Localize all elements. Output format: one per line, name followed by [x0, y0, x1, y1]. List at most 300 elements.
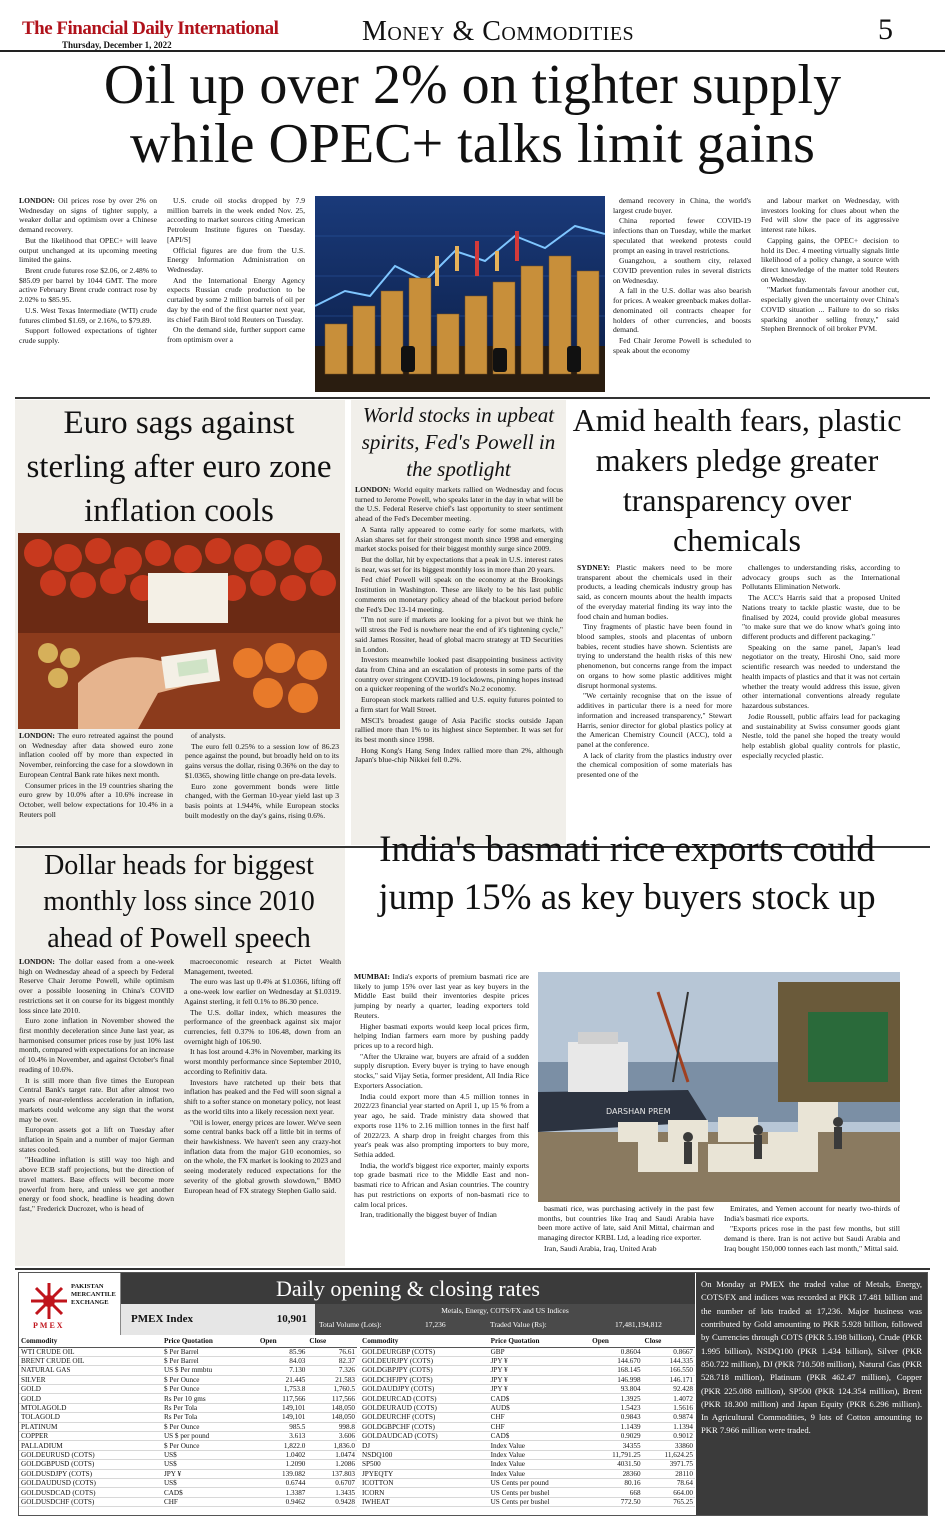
masthead — [0, 0, 945, 52]
paragraph-text: A lack of clarity from the plastics industry over the chemical composition of some materials has presented one of the — [577, 750, 732, 780]
table-cell: 1.5616 — [643, 1403, 695, 1412]
table-cell: US Cents per bushel — [489, 1488, 591, 1497]
table-cell: $ Per Barrel — [162, 1347, 258, 1356]
table-row — [19, 1469, 357, 1478]
plastics-column-1 — [577, 563, 732, 844]
table-cell: $ Per Ounce — [162, 1385, 258, 1394]
table-cell: GBP — [489, 1347, 591, 1356]
oil-column-1 — [19, 196, 157, 392]
paragraph-text: basmati rice, was purchasing actively in the past few months, but countries like Iraq and Saudi Arabia have been more active of late, said Anil Mittal, chairman and managing director KRBL Ltd, a leading rice exporter. — [538, 1204, 714, 1243]
market-stall-photo — [18, 533, 340, 729]
table-cell: Index Value — [489, 1460, 591, 1469]
table-cell: 0.9462 — [258, 1497, 308, 1506]
paragraph-text: Speaking on the same panel, Japan's lead negotiator on the treaty, Hiroshi Ono, said more scientific research was needed to understand the health impacts of plastics and that it was not certain whether the treaty would address this issue, given other international conventions already regulate hazardous substances. — [742, 642, 900, 711]
rates-table-left — [19, 1336, 357, 1507]
table-cell: $ Per Ounce — [162, 1422, 258, 1431]
paragraph — [742, 563, 900, 592]
table-cell: ICOTTON — [360, 1478, 489, 1487]
table-cell: 1.5423 — [590, 1403, 642, 1412]
paragraph — [185, 742, 339, 781]
stocks-column — [355, 485, 563, 843]
paragraph-text: "We certainly recognise that on the issue of additives in particular there is a need for more information and increased transparency," Stewart Harris, senior director for global plastics policy at the American Chemistry Council (ACC), told a panel at the conference. — [577, 691, 732, 749]
issue-date: Thursday, December 1, 2022 — [62, 40, 172, 50]
table-row — [19, 1460, 357, 1469]
oil-headline-line1: Oil up over 2% on tighter supply — [103, 54, 842, 116]
plastics-column-2 — [742, 563, 900, 844]
table-cell: 146.998 — [590, 1375, 642, 1384]
table-cell: COPPER — [19, 1432, 162, 1441]
rates-table — [360, 1336, 695, 1507]
table-cell: 0.9428 — [307, 1497, 357, 1506]
table-cell: GOLDEURJPY (COTS) — [360, 1356, 489, 1365]
table-cell: 33860 — [643, 1441, 695, 1450]
paragraph — [184, 957, 341, 976]
paragraph — [355, 525, 563, 554]
table-cell: 0.9012 — [643, 1432, 695, 1441]
paragraph-text: The euro fell 0.25% to a session low of 86.23 pence against the pound, but broadly held on to its gains versus the dollar, rising 0.36% on the day to $1.0365, showing little change on pre-data levels. — [185, 741, 339, 780]
paragraph-text: Hong Kong's Hang Seng Index rallied more than 2%, although Japan's blue-chip Nikkei fell 0.2%. — [355, 745, 563, 765]
table-cell: 3.606 — [307, 1432, 357, 1441]
paragraph — [19, 1016, 174, 1074]
column-header: Close — [643, 1336, 695, 1347]
volume-band — [315, 1304, 695, 1335]
table-cell: 11,791.25 — [590, 1450, 642, 1459]
table-cell: Rs Per Tola — [162, 1413, 258, 1422]
table-cell: NATURAL GAS — [19, 1366, 162, 1375]
table-cell: 82.37 — [307, 1356, 357, 1365]
table-cell: SILVER — [19, 1375, 162, 1384]
table-row — [360, 1394, 695, 1403]
paragraph — [354, 1092, 529, 1160]
paragraph — [19, 1155, 174, 1213]
table-row — [19, 1488, 357, 1497]
paragraph-text: challenges to understanding risks, according to advocacy groups such as the International Pollutants Elimination Network. — [742, 563, 900, 592]
dateline: LONDON: — [355, 485, 394, 494]
paragraph — [354, 1052, 529, 1091]
paper-name: The Financial Daily International — [22, 18, 279, 39]
volume-label: Total Volume (Lots): — [319, 1320, 382, 1329]
paragraph-text: The U.S. dollar index, which measures the performance of the greenback against six major currencies, fell 0.37% to 106.48, down from an overnight high of 106.90. — [184, 1007, 341, 1046]
logo-line2: MERCANTILE — [71, 1290, 116, 1298]
table-cell: 0.9843 — [590, 1413, 642, 1422]
paragraph — [167, 246, 305, 275]
table-cell: JPY ¥ — [489, 1375, 591, 1384]
table-cell: Rs Per Tola — [162, 1403, 258, 1412]
paragraph — [184, 1078, 341, 1117]
paragraph — [613, 256, 751, 285]
paragraph — [355, 485, 563, 524]
dateline: MUMBAI: — [354, 972, 393, 981]
table-cell: GOLDUSDCHF (COTS) — [19, 1497, 162, 1506]
table-cell: 78.64 — [643, 1478, 695, 1487]
table-cell: IWHEAT — [360, 1497, 489, 1506]
table-row — [19, 1403, 357, 1412]
table-cell: 1,760.5 — [307, 1385, 357, 1394]
table-cell: 80.16 — [590, 1478, 642, 1487]
table-cell: Index Value — [489, 1441, 591, 1450]
table-cell: 765.25 — [643, 1497, 695, 1506]
paragraph — [538, 1244, 714, 1254]
table-row — [19, 1366, 357, 1375]
paragraph-text: U.S. West Texas Intermediate (WTI) crude futures climbed $1.69, or 2.16%, to $79.89. — [19, 305, 157, 325]
paragraph — [184, 977, 341, 1006]
table-cell: 1.3925 — [590, 1394, 642, 1403]
paragraph — [167, 325, 305, 344]
table-row — [360, 1478, 695, 1487]
paragraph-text: European stock markets rallied and U.S. equity futures pointed to a firm start for Wall Street. — [355, 695, 563, 714]
table-cell: GOLDUSDJPY (COTS) — [19, 1469, 162, 1478]
table-cell: 137.803 — [307, 1469, 357, 1478]
paragraph-text: It has lost around 4.3% in November, marking its worst monthly performance since September 2010, according to Refinitiv data. — [184, 1047, 341, 1076]
paragraph-text: European assets got a lift on Tuesday after inflation in Spain and a number of major German states cooled. — [19, 1125, 174, 1154]
paragraph — [724, 1204, 900, 1223]
table-cell: 985.5 — [258, 1422, 308, 1431]
table-row — [19, 1347, 357, 1356]
oil-column-3 — [613, 196, 751, 392]
table-cell: GOLDAUDCAD (COTS) — [360, 1432, 489, 1441]
table-row — [360, 1441, 695, 1450]
paragraph-text: "Headline inflation is still way too high and above ECB staff projections, but the direction of travel matters. Base effects will become more powerful from here, and unless we get another energy or food shock, headline is heading down fast," Frederick Ducrozet, who is head of — [19, 1155, 174, 1213]
paragraph-text: U.S. crude oil stocks dropped by 7.9 million barrels in the week ended Nov. 25, according to market sources citing American Petroleum Institute figures on Tuesday. [API/S] — [167, 196, 305, 244]
paragraph-text: India, the world's biggest rice exporter, mainly exports top grade basmati rice to the Middle East and non-basmati rice to African and Asian countries. The country has put restrictions on exports of non-basmati rice to calm local prices. — [354, 1160, 529, 1209]
table-cell: 1.1394 — [643, 1422, 695, 1431]
paragraph-text: Official figures are due from the U.S. Energy Information Administration on Wednesday. — [167, 245, 305, 275]
table-cell: 168.145 — [590, 1366, 642, 1375]
paragraph — [167, 196, 305, 245]
paragraph-text: Brent crude futures rose $2.06, or 2.48% to $85.09 per barrel by 1044 GMT. The more active February Brent crude contract rose by 2.02% to $85.95. — [19, 266, 157, 305]
pmex-index — [121, 1304, 315, 1335]
paragraph — [167, 276, 305, 325]
table-cell: 11,624.25 — [643, 1450, 695, 1459]
table-row — [19, 1356, 357, 1365]
table-cell: GOLDEURCAD (COTS) — [360, 1394, 489, 1403]
table-cell: 7.130 — [258, 1366, 308, 1375]
paragraph — [184, 1047, 341, 1076]
dollar-headline: Dollar heads for biggest monthly loss since 2010 ahead of Powell speech — [43, 850, 315, 954]
dollar-column-2 — [184, 957, 341, 1264]
table-cell: 117,566 — [258, 1394, 308, 1403]
table-row — [360, 1375, 695, 1384]
column-header: Price Quotation — [162, 1336, 258, 1347]
table-row — [360, 1356, 695, 1365]
table-cell: 1,822.0 — [258, 1441, 308, 1450]
euro-column-1 — [19, 731, 173, 843]
paragraph-text: of analysts. — [191, 731, 226, 740]
paragraph — [761, 236, 899, 285]
paragraph-text: A Santa rally appeared to come early for some markets, with Asian shares set for their strongest month since 1998 and emerging market stocks poised for their biggest monthly surge since 2009. — [355, 524, 563, 554]
table-cell: CAD$ — [162, 1488, 258, 1497]
table-cell: 84.03 — [258, 1356, 308, 1365]
pmex-logo-text — [71, 1283, 116, 1306]
table-cell: 21.445 — [258, 1375, 308, 1384]
logo-line3: EXCHANGE — [71, 1298, 109, 1306]
logo-abbr: PMEX — [33, 1321, 65, 1330]
table-row — [19, 1375, 357, 1384]
table-row — [360, 1413, 695, 1422]
table-cell: 93.804 — [590, 1385, 642, 1394]
paragraph — [354, 1210, 529, 1220]
table-row — [19, 1422, 357, 1431]
table-cell: GOLDUSDCAD (COTS) — [19, 1488, 162, 1497]
table-cell: 1.0474 — [307, 1450, 357, 1459]
table-cell: 1.0402 — [258, 1450, 308, 1459]
table-row — [19, 1441, 357, 1450]
table-row — [360, 1347, 695, 1356]
table-cell: GOLDGBPCHF (COTS) — [360, 1422, 489, 1431]
stocks-headline: World stocks in upbeat spirits, Fed's Powell in the spotlight — [361, 403, 556, 481]
table-cell: 998.8 — [307, 1422, 357, 1431]
paragraph-text: Investors have ratcheted up their bets that inflation has peaked and the Fed will soon signal a shift to a softer stance on monetary policy, not least as the world tilts into a likely recession next year. — [184, 1077, 341, 1116]
table-cell: 1.1439 — [590, 1422, 642, 1431]
table-cell: 1.4072 — [643, 1394, 695, 1403]
table-row — [19, 1450, 357, 1459]
table-cell: 664.00 — [643, 1488, 695, 1497]
table-cell: 34355 — [590, 1441, 642, 1450]
volume-value: 17,236 — [425, 1320, 446, 1329]
table-cell: Index Value — [489, 1450, 591, 1459]
paragraph — [761, 196, 899, 235]
paragraph — [19, 731, 173, 780]
table-cell: $ Per Ounce — [162, 1375, 258, 1384]
table-cell: GOLD — [19, 1385, 162, 1394]
table-cell: JPY ¥ — [162, 1469, 258, 1478]
column-header: Open — [258, 1336, 308, 1347]
dateline: SYDNEY: — [577, 563, 617, 572]
table-cell: GOLDAUDUSD (COTS) — [19, 1478, 162, 1487]
paragraph — [355, 655, 563, 694]
paragraph-text: "Oil is lower, energy prices are lower. We've seen some central banks back off a little bit in terms of their hawkishness. We haven't seen any crazy-hot inflation data from the major G10 economies, so on the whole, the FX market is looking to 2023 and seeing moderately reduced expectations for the severity of the global growth slowdown," BMO European head of FX strategy Stephen Gallo said. — [184, 1117, 341, 1195]
paragraph-text: "After the Ukraine war, buyers are afraid of a sudden supply disruption. Every buyer is trying to have enough stocks," said Vijay Setia, former president, All India Rice Exporters Association. — [354, 1051, 529, 1090]
table-cell: 117,566 — [307, 1394, 357, 1403]
table-cell: 1,753.8 — [258, 1385, 308, 1394]
paragraph-text: "Market fundamentals favour another cut, especially given the uncertainty over China's COVID situation ... Failure to do so risks sparking another selling frenzy," said Stephen Brennock of oil broker PVM. — [761, 285, 899, 334]
paragraph — [355, 555, 563, 574]
paragraph-text: World equity markets rallied on Wednesday and focus turned to Jerome Powell, who speaks later in the day in what will be the U.S. Federal Reserve chief's last opportunity to steer sentiment ahead of the Fed's December meeting. — [355, 485, 563, 524]
paragraph-text: Plastic makers need to be more transparent about the chemicals used in their products, a leading chemicals industry group has said, as concern mounts about the health impacts of the everyday material finding its way into the food chain and human bodies. — [577, 563, 732, 621]
paragraph-text: Support followed expectations of tighter crude supply. — [19, 326, 157, 346]
table-cell: 1.3435 — [307, 1488, 357, 1497]
table-cell: 146.171 — [643, 1375, 695, 1384]
table-row — [360, 1450, 695, 1459]
basmati-headline: India's basmati rice exports could jump 15% as key buyers stock up — [378, 829, 876, 919]
dateline: LONDON: — [19, 957, 60, 966]
table-cell: 668 — [590, 1488, 642, 1497]
table-cell: 148,050 — [307, 1413, 357, 1422]
table-cell: PLATINUM — [19, 1422, 162, 1431]
table-row — [19, 1385, 357, 1394]
table-row — [19, 1478, 357, 1487]
table-cell: MTOLAGOLD — [19, 1403, 162, 1412]
table-cell: GOLDGBPJPY (COTS) — [360, 1366, 489, 1375]
paragraph-text: The euro retreated against the pound on Wednesday after data showed euro zone inflation cooled off by more than expected in November, reinforcing the case for a slowdown in European Central Bank rate hikes next month. — [19, 731, 173, 779]
table-cell: 0.6744 — [258, 1478, 308, 1487]
table-cell: US$ — [162, 1450, 258, 1459]
paragraph-text: China reported fewer COVID-19 infections than on Tuesday, while the market speculated that weekend protests could prompt an easing in travel restrictions. — [613, 216, 751, 255]
table-row — [360, 1497, 695, 1506]
table-cell: 4031.50 — [590, 1460, 642, 1469]
table-row — [19, 1394, 357, 1403]
paragraph — [538, 1204, 714, 1243]
table-cell: CHF — [489, 1422, 591, 1431]
table-cell: 1,836.0 — [307, 1441, 357, 1450]
paragraph — [19, 196, 157, 235]
paragraph-text: The dollar eased from a one-week high on Wednesday ahead of a speech by Federal Reserve Chair Jerome Powell, while optimism over a possible loosening in China's COVID restrictions set it on course for its biggest monthly loss since late 2010. — [19, 957, 174, 1015]
table-cell: US$ — [162, 1478, 258, 1487]
paragraph — [577, 691, 732, 749]
paragraph — [354, 972, 529, 1021]
table-cell: 0.8667 — [643, 1347, 695, 1356]
table-cell: 3.613 — [258, 1432, 308, 1441]
index-label: PMEX Index — [131, 1313, 194, 1325]
paragraph-text: Fed Chair Jerome Powell is scheduled to speak about the economy — [613, 336, 751, 355]
table-cell: NSDQ100 — [360, 1450, 489, 1459]
plastics-headline: Amid health fears, plastic makers pledge greater transparency over chemicals — [572, 402, 902, 558]
basmati-column-3 — [724, 1204, 900, 1266]
paragraph — [19, 781, 173, 820]
oil-column-4 — [761, 196, 899, 392]
divider — [15, 397, 930, 399]
table-row — [19, 1413, 357, 1422]
table-cell: Index Value — [489, 1469, 591, 1478]
table-cell: US $ per pound — [162, 1432, 258, 1441]
band-title: Metals, Energy, COTS/FX and US Indices — [441, 1306, 569, 1315]
table-cell: 0.6707 — [307, 1478, 357, 1487]
divider — [15, 1268, 930, 1270]
table-cell: AUD$ — [489, 1403, 591, 1412]
paragraph — [355, 575, 563, 614]
paragraph-text: Guangzhou, a southern city, relaxed COVID prevention rules in several districts on Wednesday. — [613, 256, 751, 285]
table-cell: 0.8604 — [590, 1347, 642, 1356]
table-cell: BRENT CRUDE OIL — [19, 1356, 162, 1365]
table-cell: 28360 — [590, 1469, 642, 1478]
paragraph — [577, 622, 732, 690]
oil-coins-chart-photo — [315, 196, 605, 392]
paragraph-text: Tiny fragments of plastic have been found in blood samples, stools and placentas of unborn babies, recent studies have shown. Scientists are trying to understand the health risks of this new phenomenon, but concerns range from the impact on organs to how some plastic additives might disrupt hormonal systems. — [577, 622, 732, 690]
paragraph — [19, 266, 157, 305]
pmex-rates-panel — [18, 1272, 928, 1516]
table-cell: TOLAGOLD — [19, 1413, 162, 1422]
column-header: Commodity — [360, 1336, 489, 1347]
paragraph — [613, 216, 751, 255]
oil-headline — [10, 56, 935, 175]
table-cell: GOLDAUDJPY (COTS) — [360, 1385, 489, 1394]
paragraph — [577, 751, 732, 780]
table-cell: ICORN — [360, 1488, 489, 1497]
paragraph — [355, 746, 563, 765]
table-cell: 92.428 — [643, 1385, 695, 1394]
table-cell: 149,101 — [258, 1403, 308, 1412]
paragraph — [184, 1118, 341, 1196]
paragraph — [355, 615, 563, 654]
table-header-row — [360, 1336, 695, 1347]
paragraph — [19, 326, 157, 345]
pmex-logo-icon — [29, 1281, 69, 1321]
ship-name: DARSHAN PREM — [606, 1107, 671, 1116]
table-cell: GOLDEURUSD (COTS) — [19, 1450, 162, 1459]
table-cell: 139.082 — [258, 1469, 308, 1478]
table-cell: SP500 — [360, 1460, 489, 1469]
table-row — [19, 1497, 357, 1506]
basmati-column-2 — [538, 1204, 714, 1266]
rates-table — [19, 1336, 357, 1507]
euro-column-2 — [185, 731, 339, 843]
table-row — [360, 1366, 695, 1375]
paragraph — [354, 1161, 529, 1210]
paragraph-text: Investors meanwhile looked past disappointing business activity data from China and an escalation of protests in some parts of the country over stringent COVID-19 lockdowns, pinning hopes instead on a quicker reopening of the world's No.2 economy. — [355, 655, 563, 694]
table-cell: 76.61 — [307, 1347, 357, 1356]
table-cell: JPY ¥ — [489, 1366, 591, 1375]
table-cell: GOLD — [19, 1394, 162, 1403]
table-cell: 149,101 — [258, 1413, 308, 1422]
table-cell: 772.50 — [590, 1497, 642, 1506]
paragraph — [355, 716, 563, 745]
paragraph — [185, 731, 339, 741]
table-cell: GOLDEURCHF (COTS) — [360, 1413, 489, 1422]
paragraph-text: Jodie Roussell, public affairs lead for packaging and sustainability at Swiss consumer goods giant Nestle, told the panel she hoped the treaty would help establish global quality controls for plastic, especially recycled plastic. — [742, 711, 900, 760]
table-cell: $ Per Barrel — [162, 1356, 258, 1365]
table-cell: 166.550 — [643, 1366, 695, 1375]
table-cell: 0.9029 — [590, 1432, 642, 1441]
paragraph — [355, 695, 563, 714]
paragraph-text: The euro was last up 0.4% at $1.0366, lifting off a one-week low earlier on Wednesday at $1.0319. Against sterling, it fell 0.1% to 86.30 pence. — [184, 977, 341, 1006]
paragraph-text: And the International Energy Agency expects Russian crude production to be curtailed by some 2 million barrels of oil per day by the end of the first quarter next year, its chief Fatih Birol told Reuters on Tuesday. — [167, 275, 305, 324]
paragraph-text: A fall in the U.S. dollar was also bearish for prices. A weaker greenback makes dollar-denominated oil contracts cheaper for holders of other currencies, and boosts demand. — [613, 286, 751, 335]
table-cell: 7.326 — [307, 1366, 357, 1375]
table-cell: US Cents per bushel — [489, 1497, 591, 1506]
paragraph-text: Euro zone government bonds were little changed, with the German 10-year yield last up 3 basis points at 1.944%, while European stocks built modestly on the day's gains, rising 0.6%. — [185, 781, 339, 820]
paragraph-text: demand recovery in China, the world's largest crude buyer. — [613, 196, 751, 215]
paragraph-text: "I'm not sure if markets are looking for a pivot but we think he will stress the Fed is nowhere near the end of it's tightening cycle," said James Rossiter, head of global macro strategy at TD Securities in London. — [355, 615, 563, 654]
paragraph — [742, 593, 900, 642]
paragraph-text: Iran, traditionally the biggest buyer of Indian — [360, 1210, 497, 1220]
paragraph — [185, 782, 339, 821]
table-cell: GOLDEURGBP (COTS) — [360, 1347, 489, 1356]
table-cell: 0.9874 — [643, 1413, 695, 1422]
paragraph-text: Higher basmati exports would keep local prices firm, helping Indian farmers earn more by pushing paddy prices up to a record high. — [354, 1021, 529, 1051]
column-header: Close — [307, 1336, 357, 1347]
paragraph — [742, 643, 900, 711]
paragraph — [19, 306, 157, 325]
paragraph-text: It is still more than five times the European Central Bank's target rate. But after almost two years of near-relentless acceleration in inflation, markets could welcome any sign that the worst may be over. — [19, 1075, 174, 1124]
table-cell: 1.3387 — [258, 1488, 308, 1497]
table-cell: US $ Per mmbtu — [162, 1366, 258, 1375]
table-cell: Rs Per 10 gms — [162, 1394, 258, 1403]
paragraph — [613, 336, 751, 355]
oil-column-2 — [167, 196, 305, 392]
table-cell: 144.670 — [590, 1356, 642, 1365]
paragraph — [19, 1076, 174, 1125]
table-cell: 1.2090 — [258, 1460, 308, 1469]
rates-title: Daily opening & closing rates — [121, 1273, 695, 1304]
euro-headline: Euro sags against sterling after euro zone inflation cools — [26, 405, 332, 529]
table-cell: GOLDGBPUSD (COTS) — [19, 1460, 162, 1469]
table-row — [360, 1488, 695, 1497]
paragraph-text: and labour market on Wednesday, with investors looking for clues about when the Fed will slow the pace of its aggressive interest rate hikes. — [761, 196, 899, 235]
paragraph — [761, 285, 899, 334]
paragraph — [19, 1125, 174, 1154]
table-cell: WTI CRUDE OIL — [19, 1347, 162, 1356]
table-cell: JPYEQTY — [360, 1469, 489, 1478]
paragraph-text: Euro zone inflation in November showed the first monthly deceleration since June last year, as harmonised consumer prices rose by just 10% last month, compared with expectations for an increase of 10.4% in November, and against October's final reading of 10.6%. — [19, 1016, 174, 1074]
table-row — [360, 1460, 695, 1469]
dateline: LONDON: — [19, 196, 59, 205]
paragraph-text: Capping gains, the OPEC+ decision to hold its Dec. 4 meeting virtually signals little likelihood of a policy change, a source with direct knowledge of the matter told Reuters on Wednesday. — [761, 235, 899, 284]
paragraph-text: Fed chief Powell will speak on the economy at the Brookings Institution in Washington. These are likely to be his last public comments on monetary policy ahead of the blackout period before the Fed's Dec 13-14 meeting. — [355, 575, 563, 614]
paragraph — [354, 1022, 529, 1051]
index-value: 10,901 — [276, 1313, 307, 1325]
table-cell: 148,050 — [307, 1403, 357, 1412]
paragraph — [613, 286, 751, 335]
